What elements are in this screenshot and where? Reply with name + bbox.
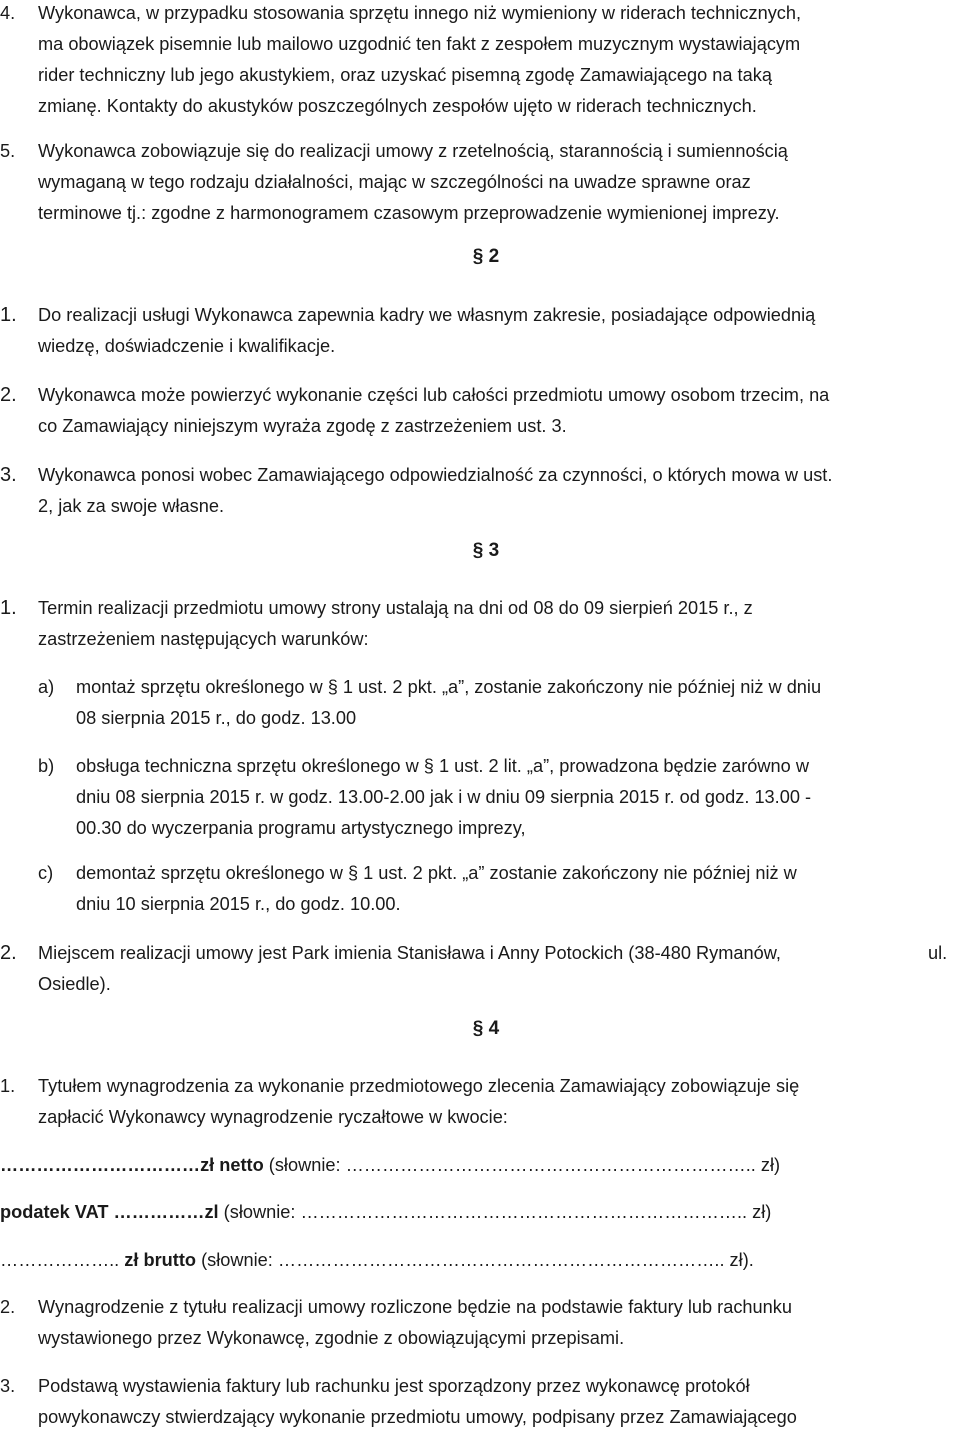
text-line: 2, jak za swoje własne. — [38, 496, 225, 516]
amount-brutto-dots: ……………….. — [0, 1250, 125, 1270]
text-line: Wynagrodzenie z tytułu realizacji umowy rozliczone będzie na podstawie faktury lub rachunku — [38, 1297, 792, 1317]
text-line: rider techniczny lub jego akustykiem, oraz uzyskać pisemną zgodę Zamawiającego na taką — [38, 65, 772, 85]
section-heading-3: § 3 — [472, 540, 500, 561]
text-line: wymaganą w tego rodzaju działalności, mając w szczególności na uwadze sprawne oraz — [38, 172, 751, 192]
item-text — [38, 460, 960, 522]
section-heading-2: § 2 — [472, 246, 500, 267]
text-line: dniu 08 sierpnia 2015 r. w godz. 13.00-2.00 jak i w dniu 09 sierpnia 2015 r. od godz. 13.00 - — [76, 787, 812, 807]
paragraph-number: 5. — [0, 141, 16, 161]
item-number: 1. — [0, 1076, 16, 1096]
text-line: powykonawczy stwierdzający wykonanie przedmiotu umowy, podpisany przez Zamawiającego — [38, 1407, 797, 1427]
condition-label: a) — [38, 677, 55, 697]
s4-item-3 — [0, 1371, 960, 1433]
text-line: terminowe tj.: zgodne z harmonogramem czasowym przeprowadzenie wymienionej imprezy. — [38, 203, 780, 223]
text-line: Osiedle). — [38, 974, 111, 994]
item-number: 3. — [0, 1376, 16, 1396]
s3-condition-c — [0, 858, 960, 920]
text-line: 08 sierpnia 2015 r., do godz. 13.00 — [76, 708, 357, 728]
item-number: 1. — [0, 304, 17, 326]
paragraph-text — [38, 136, 960, 229]
text-line: Podstawą wystawienia faktury lub rachunku jest sporządzony przez wykonawcę protokół — [38, 1376, 750, 1396]
condition-text — [76, 858, 797, 920]
item-number: 2. — [0, 942, 17, 964]
text-line: 00.30 do wyczerpania programu artystycznego imprezy, — [76, 818, 526, 838]
amount-vat-label: podatek VAT ……………zl — [0, 1202, 219, 1222]
text-line: zastrzeżeniem następujących warunków: — [38, 629, 369, 649]
text-line: co Zamawiający niniejszym wyraża zgodę z zastrzeżeniem ust. 3. — [38, 416, 567, 436]
text-line: Wykonawca może powierzyć wykonanie części lub całości przedmiotu umowy osobom trzecim, na — [38, 385, 830, 405]
amount-brutto — [0, 1245, 960, 1276]
item-text — [38, 1071, 960, 1133]
text-line: obsługa techniczna sprzętu określonego w § 1 ust. 2 lit. „a”, prowadzona będzie zarówno w — [76, 756, 809, 776]
amount-brutto-label: zł brutto — [124, 1250, 197, 1270]
s3-condition-a — [0, 672, 960, 734]
amount-netto-dots: …………………………… — [0, 1155, 201, 1175]
s2-item-1 — [0, 300, 960, 362]
text-line: Termin realizacji przedmiotu umowy strony ustalają na dni od 08 do 09 sierpień 2015 r., z — [38, 598, 753, 618]
amount-vat — [0, 1197, 960, 1228]
item-text — [38, 380, 960, 442]
item-text — [38, 1371, 960, 1433]
paragraph-5 — [0, 136, 960, 229]
s3-item-2 — [0, 938, 960, 1000]
text-line: zapłacić Wykonawcy wynagrodzenie ryczałtowe w kwocie: — [38, 1107, 508, 1127]
s3-condition-b — [0, 751, 960, 844]
paragraph-text — [38, 0, 960, 122]
item-number: 2. — [0, 384, 17, 406]
item-text — [38, 1292, 960, 1354]
text-line: montaż sprzętu określonego w § 1 ust. 2 pkt. „a”, zostanie zakończony nie później niż w dniu — [76, 677, 822, 697]
s4-item-2 — [0, 1292, 960, 1354]
text-line: Tytułem wynagrodzenia za wykonanie przedmiotowego zlecenia Zamawiający zobowiązuje się — [38, 1076, 800, 1096]
text-line: ma obowiązek pisemnie lub mailowo uzgodnić ten fakt z zespołem muzycznym wystawiającym — [38, 34, 801, 54]
text-line: demontaż sprzętu określonego w § 1 ust. 2 pkt. „a” zostanie zakończony nie później niż w — [76, 863, 797, 883]
amount-brutto-words: (słownie: ……………………………………………………………….. zł). — [196, 1250, 754, 1270]
line-tail: ul. — [928, 943, 948, 963]
s2-item-2 — [0, 380, 960, 442]
amount-vat-words: (słownie: ……………………………………………………………….. zł) — [218, 1202, 772, 1222]
section-heading-4: § 4 — [472, 1018, 500, 1039]
condition-text — [76, 672, 821, 734]
paragraph-number: 4. — [0, 3, 16, 23]
condition-label: c) — [38, 863, 54, 883]
amount-netto-words: (słownie: ………………………………………………………….. zł) — [263, 1155, 781, 1175]
item-number: 2. — [0, 1297, 16, 1317]
s3-item-1 — [0, 593, 960, 655]
item-text — [38, 593, 960, 655]
item-text — [38, 938, 960, 1000]
text-line: Wykonawca zobowiązuje się do realizacji umowy z rzetelnością, starannością i sumiennością — [38, 141, 788, 161]
s2-item-3 — [0, 460, 960, 522]
condition-label: b) — [38, 756, 55, 776]
amount-netto — [0, 1150, 960, 1181]
text-line: zmianę. Kontakty do akustyków poszczególnych zespołów ujęto w riderach technicznych. — [38, 96, 757, 116]
s4-item-1 — [0, 1071, 960, 1133]
item-text — [38, 300, 960, 362]
item-number: 1. — [0, 597, 17, 619]
item-number: 3. — [0, 464, 17, 486]
paragraph-4 — [0, 0, 960, 122]
text-line: wiedzę, doświadczenie i kwalifikacje. — [38, 336, 336, 356]
amount-netto-label: zł netto — [200, 1155, 264, 1175]
text-line: wystawionego przez Wykonawcę, zgodnie z obowiązującymi przepisami. — [38, 1328, 625, 1348]
text-line: Wykonawca ponosi wobec Zamawiającego odpowiedzialność za czynności, o których mowa w ust. — [38, 465, 833, 485]
text-line: Do realizacji usługi Wykonawca zapewnia kadry we własnym zakresie, posiadające odpowiednią — [38, 305, 816, 325]
text-line: dniu 10 sierpnia 2015 r., do godz. 10.00. — [76, 894, 401, 914]
condition-text — [76, 751, 811, 844]
text-line: Wykonawca, w przypadku stosowania sprzętu innego niż wymieniony w riderach technicznych, — [38, 3, 802, 23]
text-line: Miejscem realizacji umowy jest Park imienia Stanisława i Anny Potockich (38-480 Rymanów, — [38, 943, 781, 963]
